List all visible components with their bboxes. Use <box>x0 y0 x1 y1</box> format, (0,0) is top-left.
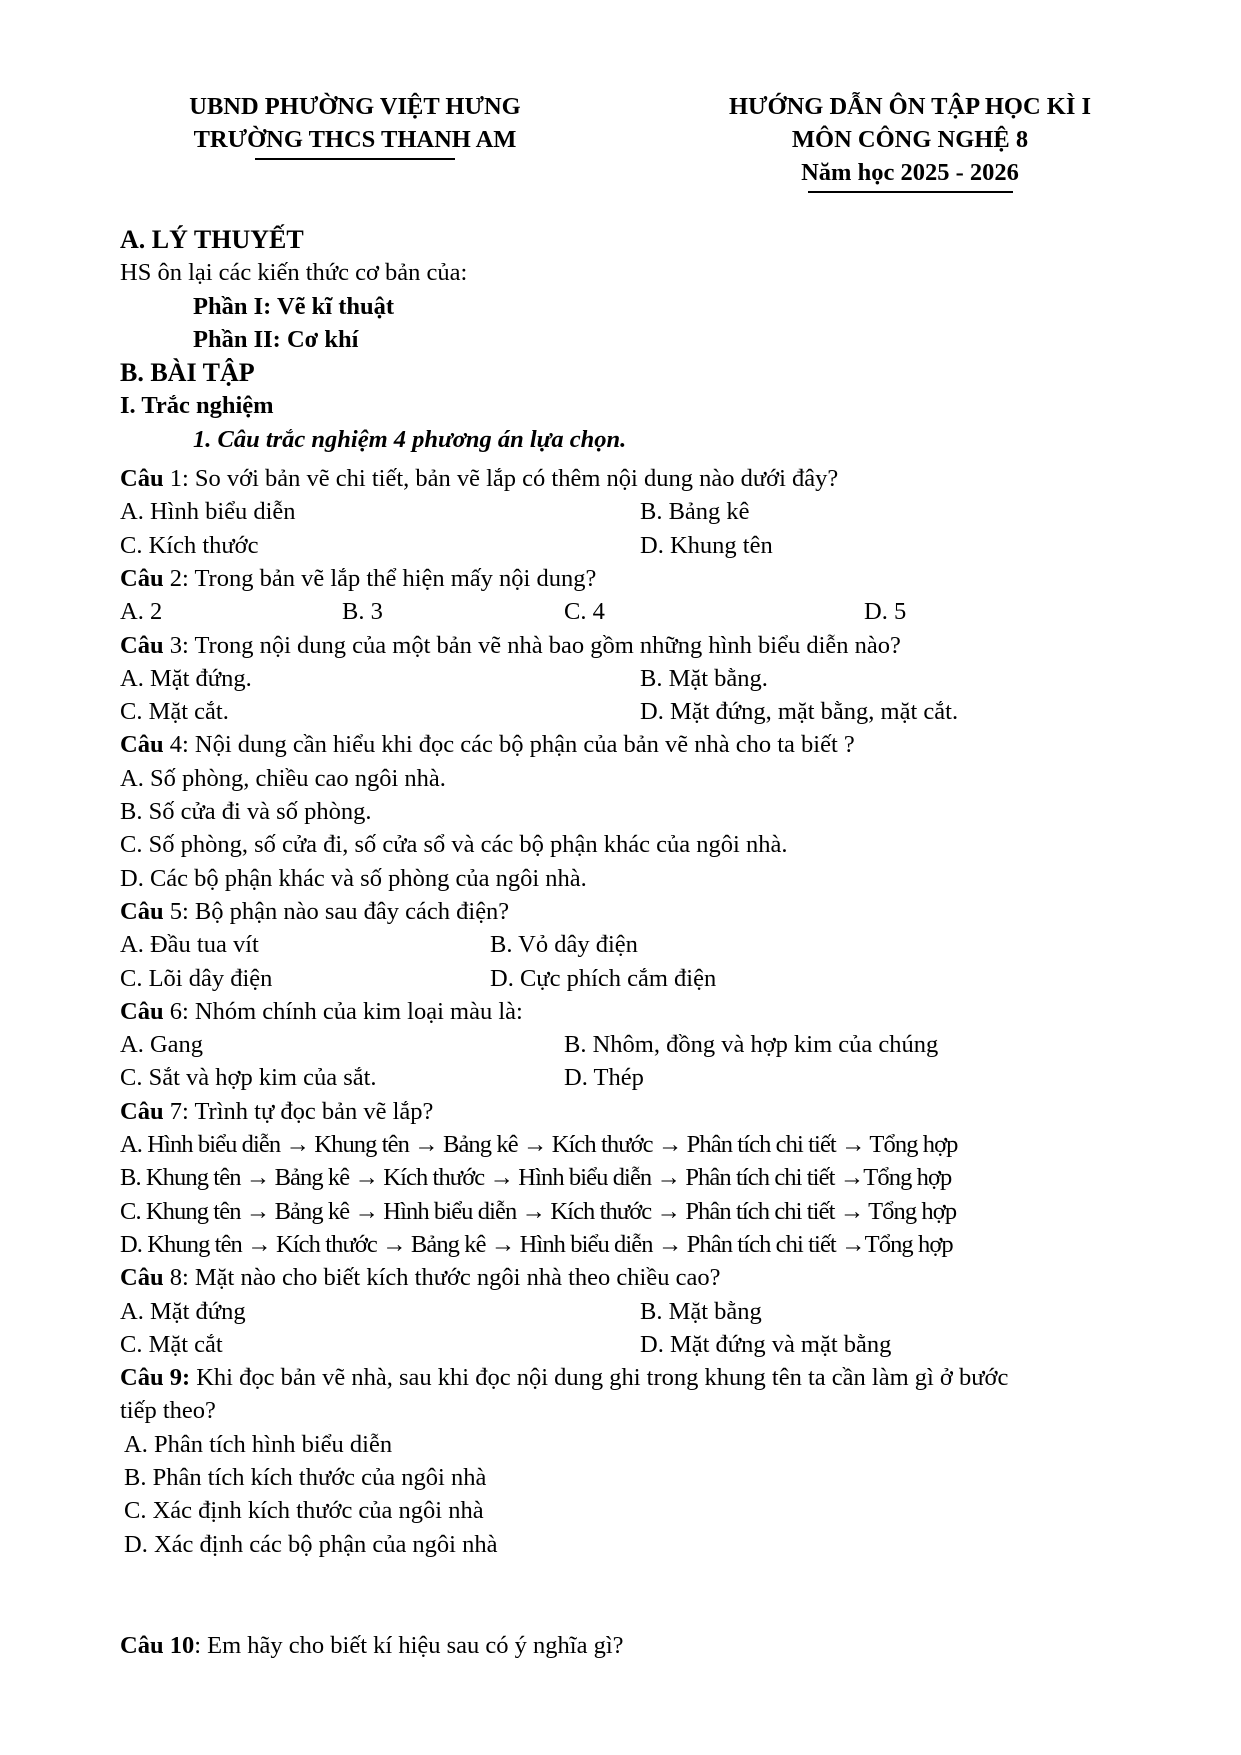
question-5-options-row1 <box>120 928 1200 961</box>
question-8: Câu 8: Mặt nào cho biết kích thước ngôi nhà theo chiều cao? <box>120 1264 721 1292</box>
question-7: Câu 7: Trình tự đọc bản vẽ lắp? <box>120 1097 434 1125</box>
option: D. 5 <box>864 598 907 626</box>
option: A. Hình biểu diễn <box>120 498 296 526</box>
question-9: Câu 9: Khi đọc bản vẽ nhà, sau khi đọc nội dung ghi trong khung tên ta cần làm gì ở bước <box>120 1364 1009 1392</box>
question-8-options-row1 <box>120 1295 1200 1328</box>
option: A. Phân tích hình biểu diễn <box>124 1430 393 1458</box>
option: A. Mặt đứng. <box>120 664 252 692</box>
document-title: HƯỚNG DẪN ÔN TẬP HỌC KÌ I <box>728 93 1092 120</box>
section-a-title: A. LÝ THUYẾT <box>120 225 304 254</box>
option: C. Số phòng, số cửa đi, số cửa sổ và các bộ phận khác của ngôi nhà. <box>120 831 788 859</box>
option: A. Mặt đứng <box>120 1297 246 1325</box>
option: D. Khung tên → Kích thước → Bảng kê → Hình biểu diễn → Phân tích chi tiết →Tổng hợp <box>120 1230 953 1258</box>
option: B. Khung tên → Bảng kê → Kích thước → Hình biểu diễn → Phân tích chi tiết →Tổng hợp <box>120 1164 952 1192</box>
option: A. Số phòng, chiều cao ngôi nhà. <box>120 764 446 792</box>
question-1: Câu 1: So với bản vẽ chi tiết, bản vẽ lắp có thêm nội dung nào dưới đây? <box>120 465 839 493</box>
option: D. Mặt đứng và mặt bằng <box>640 1330 892 1358</box>
header-underline-left <box>255 158 455 160</box>
option: D. Khung tên <box>640 531 773 559</box>
option: C. Sắt và hợp kim của sắt. <box>120 1064 377 1092</box>
part-2: Phần II: Cơ khí <box>193 325 359 353</box>
question-1-options-row2 <box>120 529 1200 562</box>
question-4: Câu 4: Nội dung cần hiểu khi đọc các bộ phận của bản vẽ nhà cho ta biết ? <box>120 731 855 759</box>
option: B. Nhôm, đồng và hợp kim của chúng <box>564 1031 939 1059</box>
option: C. 4 <box>564 598 605 626</box>
document-header <box>640 90 1180 193</box>
question-5: Câu 5: Bộ phận nào sau đây cách điện? <box>120 897 510 925</box>
question-6-options-row2 <box>120 1061 1200 1094</box>
subject-title: MÔN CÔNG NGHỆ 8 <box>791 126 1029 153</box>
option: B. Mặt bằng <box>640 1297 762 1325</box>
question-10: Câu 10: Em hãy cho biết kí hiệu sau có ý nghĩa gì? <box>120 1631 624 1659</box>
question-2-options <box>120 595 1200 628</box>
option: C. Mặt cắt. <box>120 698 229 726</box>
question-6-options-row1 <box>120 1028 1200 1061</box>
question-9-continued: tiếp theo? <box>120 1397 216 1425</box>
option: D. Các bộ phận khác và số phòng của ngôi nhà. <box>120 864 587 892</box>
question-2: Câu 2: Trong bản vẽ lắp thể hiện mấy nội dung? <box>120 564 597 592</box>
option: B. Vỏ dây điện <box>490 931 638 959</box>
option: A. Hình biểu diễn → Khung tên → Bảng kê → Kích thước → Phân tích chi tiết → Tổng hợp <box>120 1131 958 1159</box>
question-6: Câu 6: Nhóm chính của kim loại màu là: <box>120 997 523 1025</box>
section-b-title: B. BÀI TẬP <box>120 358 255 388</box>
question-8-options-row2 <box>120 1328 1200 1361</box>
school-year: Năm học 2025 - 2026 <box>801 159 1019 186</box>
option: B. Phân tích kích thước của ngôi nhà <box>124 1463 487 1491</box>
school-header <box>120 90 590 160</box>
option: C. Khung tên → Bảng kê → Hình biểu diễn → Kích thước → Phân tích chi tiết → Tổng hợp <box>120 1197 957 1225</box>
option: C. Mặt cắt <box>120 1330 223 1358</box>
option: A. Gang <box>120 1031 204 1059</box>
option: B. 3 <box>342 598 383 626</box>
question-1-options-row1 <box>120 495 1200 528</box>
option: D. Xác định các bộ phận của ngôi nhà <box>124 1530 498 1558</box>
document-body <box>120 223 1200 1662</box>
question-3: Câu 3: Trong nội dung của một bản vẽ nhà bao gồm những hình biểu diễn nào? <box>120 631 901 659</box>
question-3-options-row1 <box>120 662 1200 695</box>
option: B. Số cửa đi và số phòng. <box>120 798 372 826</box>
option: C. Lõi dây điện <box>120 964 273 992</box>
option: B. Bảng kê <box>640 498 750 526</box>
header-underline-right <box>808 191 1013 193</box>
option: C. Xác định kích thước của ngôi nhà <box>124 1497 484 1525</box>
section-a-intro: HS ôn lại các kiến thức cơ bản của: <box>120 259 468 287</box>
question-3-options-row2 <box>120 695 1200 728</box>
option: D. Thép <box>564 1064 644 1092</box>
section-b-subtitle: I. Trắc nghiệm <box>120 392 274 420</box>
ward-name: UBND PHƯỜNG VIỆT HƯNG <box>189 93 521 120</box>
question-5-options-row2 <box>120 962 1200 995</box>
option: B. Mặt bằng. <box>640 664 768 692</box>
option: D. Mặt đứng, mặt bằng, mặt cắt. <box>640 698 959 726</box>
school-name: TRƯỜNG THCS THANH AM <box>193 126 517 153</box>
option: A. Đầu tua vít <box>120 931 259 959</box>
option: D. Cực phích cắm điện <box>490 964 717 992</box>
option: C. Kích thước <box>120 531 259 559</box>
section-b-subsubtitle: 1. Câu trắc nghiệm 4 phương án lựa chọn. <box>193 425 627 453</box>
option: A. 2 <box>120 598 163 626</box>
part-1: Phần I: Vẽ kĩ thuật <box>193 292 395 320</box>
